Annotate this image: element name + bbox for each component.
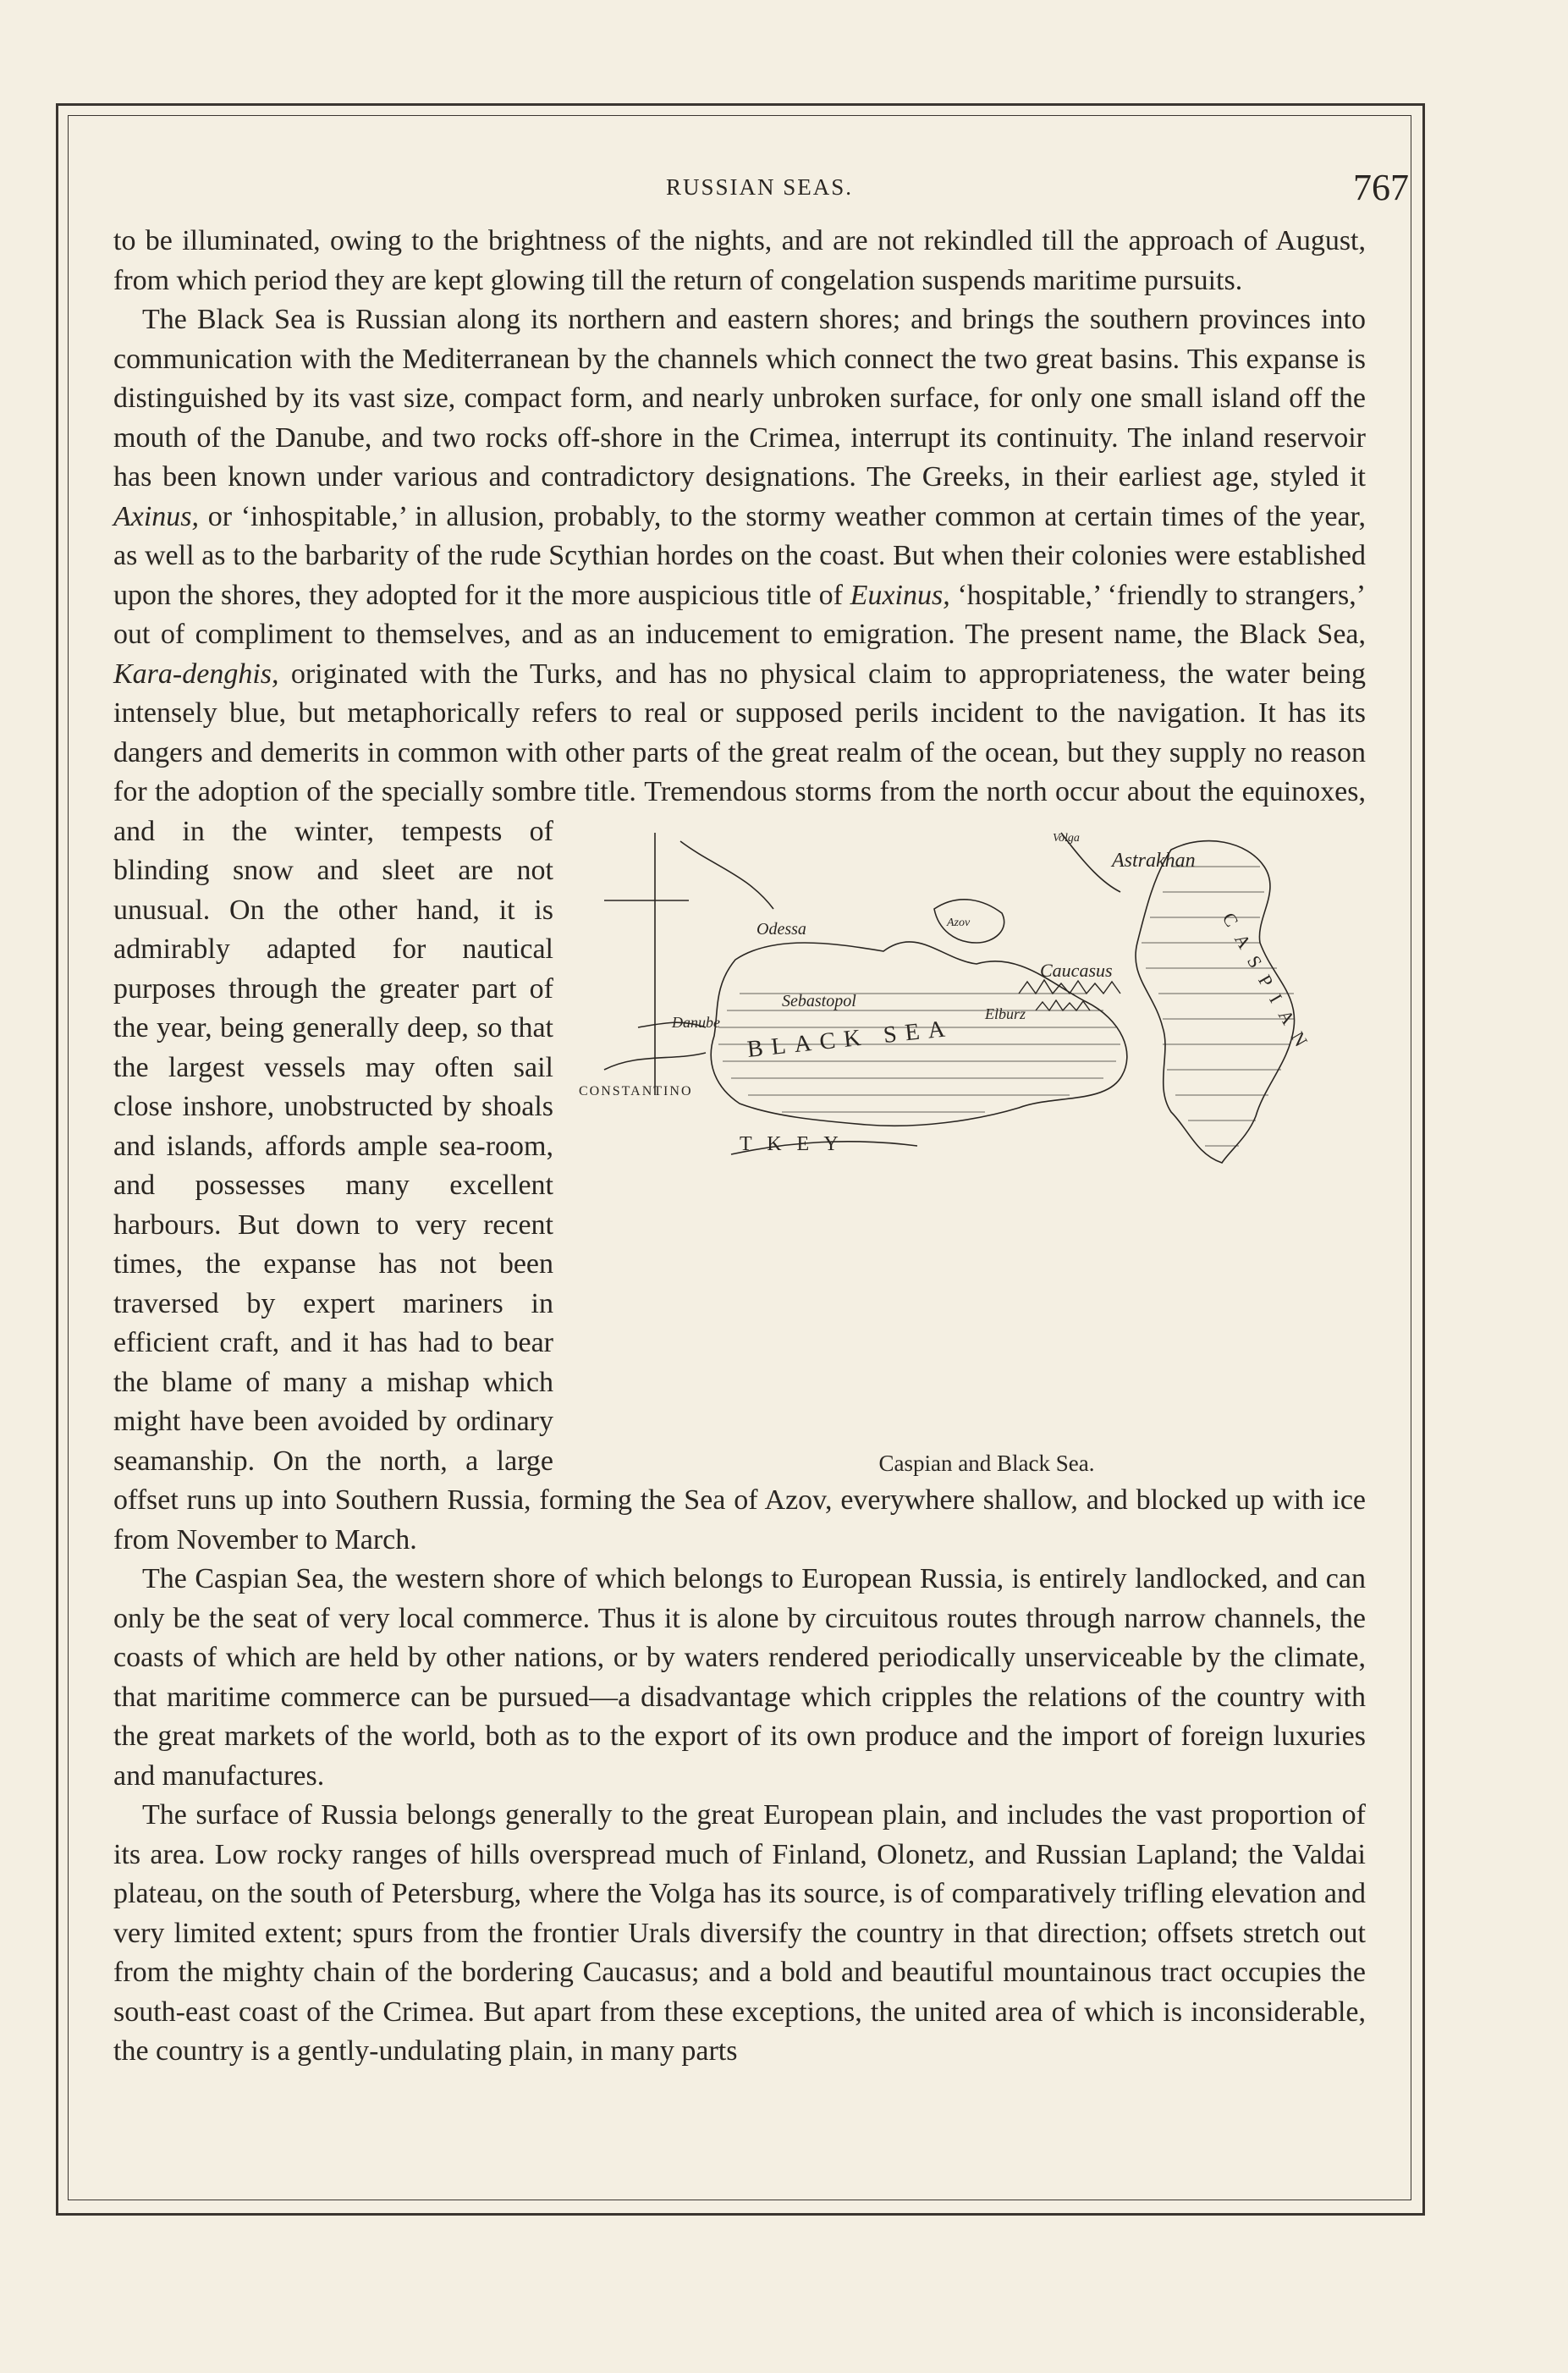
term-axinus: Axinus, <box>113 500 200 532</box>
paragraph-2-part-2: or ‘inhospitable,’ in allusion, probably, to the stormy weather common at certain times of the year, as well as to the barbarity of the rude Scythian hordes on the coast. But when their colonies were established upon the shores, they adopted for it the more auspicious title of <box>113 500 1366 611</box>
river-dnieper <box>680 841 773 909</box>
paragraph-1: to be illuminated, owing to the brightness of the nights, and are not rekindled till the approach of August, from which period they are kept glowing till the return of congelation suspends maritime pursuits. <box>113 225 1366 296</box>
label-azov: Azov <box>947 916 971 929</box>
label-caucasus: Caucasus <box>1040 959 1113 981</box>
label-black-sea: BLACK SEA <box>745 1015 955 1063</box>
paragraph-2-part-1: The Black Sea is Russian along its northern and eastern shores; and brings the southern provinces into communication with the Mediterranean by the channels which connect the two great basins. This expanse is distinguished by its vast size, compact form, and nearly unbroken surface, for only one small island off the mouth of the Danube, and two rocks off-shore in the Crimea, interrupt its continuity. The inland reservoir has been known under various and contradictory designations. The Greeks, in their earliest age, styled it <box>113 304 1366 493</box>
caucasus-mountains <box>1019 980 1120 1010</box>
label-elburz: Elburz <box>985 1005 1026 1022</box>
map-illustration <box>579 816 1366 1442</box>
paragraph-2-part-4: originated with the Turks, and has no physical claim to appropriateness, the water being intensely blue, but metaphorically refers to real or supposed perils incident to the navigation. It has its dangers and demerits in common with other parts of the great realm of the ocean, but they supply no reason for the adoption of the specially sombre title. <box>113 658 1367 807</box>
paragraph-2-part-3: ‘hospitable,’ ‘friendly to strangers,’ out of compliment to themselves, and as an inducement to emigration. The present name, the Black Sea, <box>113 579 1367 650</box>
running-head: RUSSIAN SEAS. <box>665 174 854 200</box>
label-odessa: Odessa <box>756 919 806 939</box>
label-constantinople: CONSTANTINO <box>579 1083 693 1098</box>
page-number: 767 <box>1353 167 1409 208</box>
label-turkey: T K E Y <box>740 1132 844 1155</box>
figure-caption: Caspian and Black Sea. <box>878 1450 1095 1476</box>
map-figure <box>579 816 1366 1476</box>
paragraph-4: The surface of Russia belongs generally to the great European plain, and includes the vast proportion of its area. Low rocky ranges of hills overspread much of Finland, Olonetz, and Russian Lapland; the Valdai plateau, on the south of Petersburg, where the Volga has its source, is of comparatively trifling elevation and very limited extent; spurs from the frontier Urals diversify the country in that direction; offsets stretch out from the mighty chain of the bordering Caucasus; and a bold and beautiful mountainous tract occupies the south-east coast of the Crimea. But apart from these exceptions, the united area of which is inconsiderable, the country is a gently-undulating plain, in many parts <box>113 1799 1366 2067</box>
label-caspian: CASPIAN <box>1218 908 1318 1060</box>
label-danube: Danube <box>672 1013 720 1031</box>
page-header <box>110 166 1409 217</box>
term-kara-denghis: Kara-denghis, <box>113 658 279 690</box>
paragraph-3: The Caspian Sea, the western shore of which belongs to European Russia, is entirely landlocked, and can only be the seat of very local commerce. Thus it is alone by circuitous routes through narrow channels, the coasts of which are held by other nations, or by waters rendered periodically unserviceable by the climate, that maritime commerce can be pursued—a disadvantage which cripples the relations of the country with the great markets of the world, both as to the export of its own produce and the import of foreign luxuries and manufactures. <box>113 1563 1366 1792</box>
label-astrakhan: Astrakhan <box>1112 849 1196 872</box>
paragraph-2-part-5: Tremendous storms from the north occur about the equinoxes, and in the winter, tempests of blinding snow and sleet are not unusual. On the other hand, it is admirably adapted for nautical purposes through the greater part of the year, being generally deep, so that the largest vessels may often sail close inshore, unobstructed by shoals and islands, affords ample sea-room, and possesses many excellent harbours. But down to very recent times, the expanse has not been traversed by expert mariners in efficient craft, and it has had to bear the blame of many a mishap which might have been avoided by ordinary seamanship. On the north, a large offset runs up into Southern Russia, forming the Sea of Azov, everywhere shallow, and blocked up with ice from November to March. <box>113 776 1366 1555</box>
paragraph-2 <box>113 300 1366 1560</box>
label-volga: Volga <box>1053 831 1080 845</box>
term-euxinus: Euxinus, <box>850 579 950 611</box>
label-sebastopol: Sebastopol <box>782 991 856 1010</box>
body-text <box>113 222 1366 2072</box>
